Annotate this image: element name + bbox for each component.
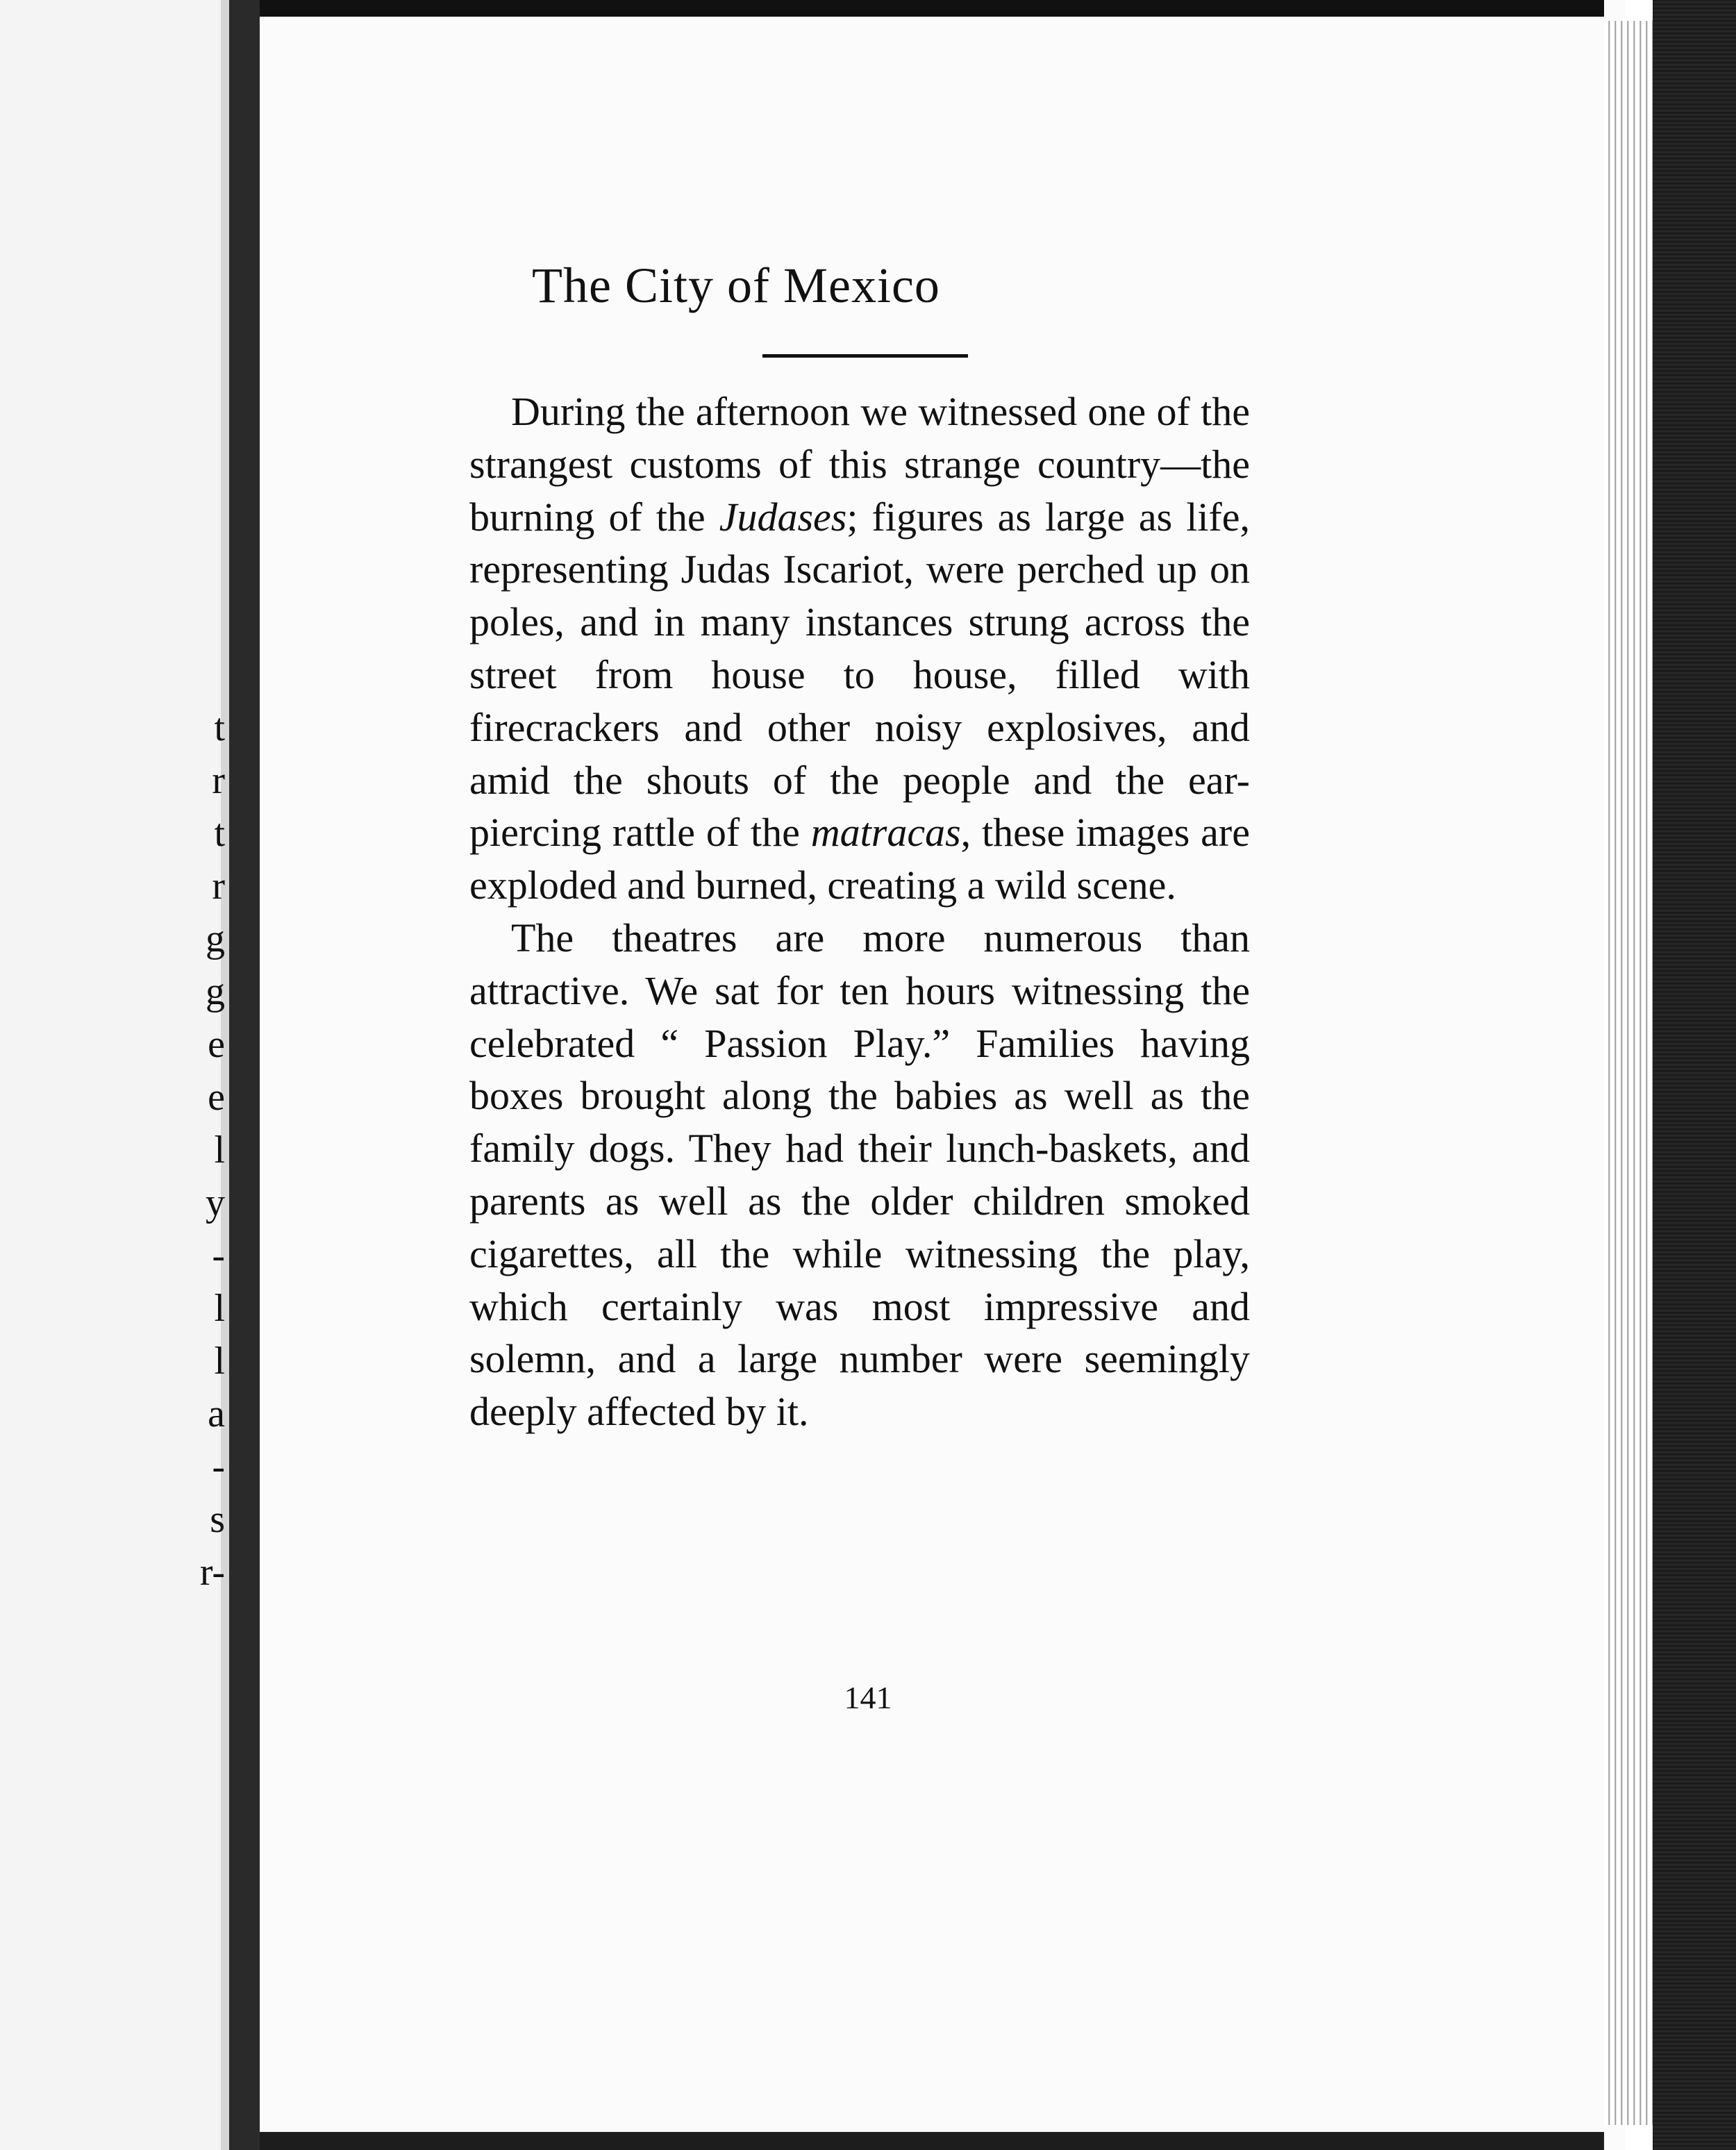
left-page — [0, 0, 229, 2150]
left-fragment: l — [214, 1287, 225, 1330]
left-fragment: - — [212, 1445, 225, 1488]
left-page-text-fragments — [200, 701, 225, 1599]
page-number: 141 — [844, 1680, 892, 1715]
paragraph-1-part-a: During the afternoon we witnessed one of the strangest customs of this strange country—the burning of the — [469, 389, 1250, 540]
left-fragment: g — [206, 970, 225, 1013]
left-fragment: a — [208, 1392, 225, 1435]
left-fragment: r — [212, 759, 225, 802]
book-cover-edge — [1653, 0, 1736, 2150]
bottom-shadow — [260, 2132, 1604, 2150]
book-gutter — [229, 0, 260, 2150]
paragraph-1-part-b: ; figures as large as life, representing Judas Iscariot, were perched up on poles, and in many instances strung across the street from house to house, filled with firecrackers and other noisy explosives, and amid the shouts of the people and the ear-piercing rattle of the — [469, 494, 1250, 856]
left-fragment: t — [214, 706, 225, 749]
italic-term-matracas: matracas — [810, 810, 961, 856]
running-head: The City of Mexico — [532, 258, 940, 313]
paragraph-1-part-c: , these images are exploded and burned, creating a wild scene. — [469, 810, 1250, 908]
left-fragment: t — [214, 812, 225, 855]
left-fragment: r — [212, 865, 225, 908]
left-fragment: e — [208, 1076, 225, 1119]
left-fragment: y — [206, 1181, 225, 1224]
body-text — [469, 385, 1250, 1438]
top-shadow — [260, 0, 1604, 17]
page-stack-edge — [1604, 21, 1653, 2125]
title-rule — [762, 354, 968, 358]
left-fragment: e — [208, 1023, 225, 1066]
paragraph-1 — [469, 385, 1250, 912]
left-fragment: l — [214, 1128, 225, 1172]
left-fragment: s — [210, 1498, 225, 1541]
italic-term-judases: Judases — [719, 494, 847, 540]
left-fragment: r- — [199, 1551, 225, 1594]
left-fragment: g — [206, 917, 225, 960]
left-fragment: l — [214, 1340, 225, 1383]
left-fragment: - — [212, 1234, 225, 1277]
paragraph-2: The theatres are more numerous than attractive. We sat for ten hours witnessing the celebrated “ Passion Play.” Families having boxes brought along the babies as well as the family dogs. They had their lunch-baskets, and parents as well as the older children smoked cigarettes, all the while witnessing the play, which certainly was most impressive and solemn, and a large number were seemingly deeply affected by it. — [469, 915, 1250, 1435]
